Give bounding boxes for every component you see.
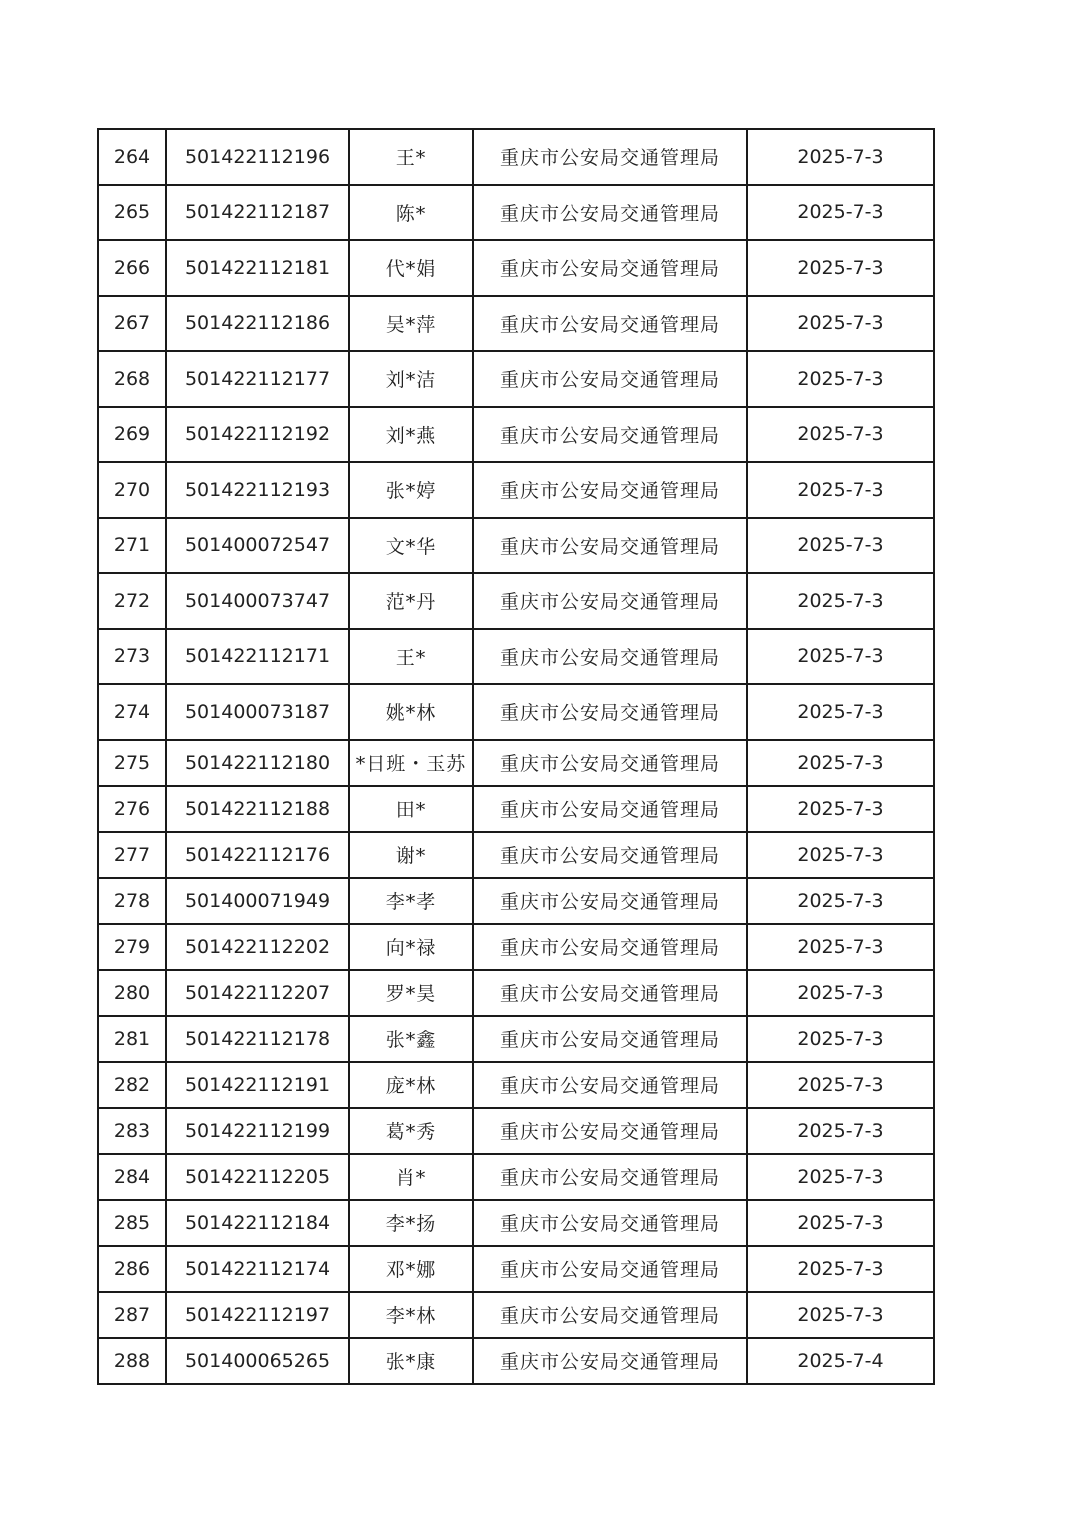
table-row xyxy=(98,1016,934,1062)
certificate-number-cell: 501422112178 xyxy=(166,1016,349,1062)
row-index-cell: 282 xyxy=(98,1062,166,1108)
issue-date-cell: 2025-7-3 xyxy=(747,185,934,241)
issue-date-cell: 2025-7-3 xyxy=(747,970,934,1016)
issue-date-cell: 2025-7-3 xyxy=(747,740,934,786)
issue-date-cell: 2025-7-3 xyxy=(747,518,934,574)
row-index-cell: 288 xyxy=(98,1338,166,1384)
table-row xyxy=(98,786,934,832)
issuing-authority-cell: 重庆市公安局交通管理局 xyxy=(473,786,747,832)
row-index-cell: 270 xyxy=(98,462,166,518)
issue-date-cell: 2025-7-3 xyxy=(747,1200,934,1246)
table-row xyxy=(98,740,934,786)
issue-date-cell: 2025-7-4 xyxy=(747,1338,934,1384)
row-index-cell: 274 xyxy=(98,684,166,740)
issuing-authority-cell: 重庆市公安局交通管理局 xyxy=(473,1246,747,1292)
table-row xyxy=(98,1108,934,1154)
person-name-cell: 王* xyxy=(349,629,473,685)
table-row xyxy=(98,1200,934,1246)
certificate-number-cell: 501422112188 xyxy=(166,786,349,832)
row-index-cell: 273 xyxy=(98,629,166,685)
issuing-authority-cell: 重庆市公安局交通管理局 xyxy=(473,878,747,924)
certificate-number-cell: 501422112196 xyxy=(166,129,349,185)
row-index-cell: 277 xyxy=(98,832,166,878)
records-table xyxy=(97,128,935,1385)
certificate-number-cell: 501422112174 xyxy=(166,1246,349,1292)
person-name-cell: 庞*林 xyxy=(349,1062,473,1108)
person-name-cell: 陈* xyxy=(349,185,473,241)
table-row xyxy=(98,1246,934,1292)
table-row xyxy=(98,296,934,352)
issue-date-cell: 2025-7-3 xyxy=(747,407,934,463)
certificate-number-cell: 501422112171 xyxy=(166,629,349,685)
table-row xyxy=(98,185,934,241)
certificate-number-cell: 501422112199 xyxy=(166,1108,349,1154)
certificate-number-cell: 501422112187 xyxy=(166,185,349,241)
person-name-cell: 田* xyxy=(349,786,473,832)
person-name-cell: 张*鑫 xyxy=(349,1016,473,1062)
issue-date-cell: 2025-7-3 xyxy=(747,786,934,832)
person-name-cell: 姚*林 xyxy=(349,684,473,740)
row-index-cell: 286 xyxy=(98,1246,166,1292)
row-index-cell: 266 xyxy=(98,240,166,296)
issue-date-cell: 2025-7-3 xyxy=(747,1108,934,1154)
person-name-cell: 李*孝 xyxy=(349,878,473,924)
table-row xyxy=(98,970,934,1016)
issuing-authority-cell: 重庆市公安局交通管理局 xyxy=(473,1292,747,1338)
records-table-body xyxy=(98,129,934,1384)
row-index-cell: 272 xyxy=(98,573,166,629)
row-index-cell: 278 xyxy=(98,878,166,924)
issue-date-cell: 2025-7-3 xyxy=(747,1292,934,1338)
issue-date-cell: 2025-7-3 xyxy=(747,1062,934,1108)
row-index-cell: 271 xyxy=(98,518,166,574)
row-index-cell: 285 xyxy=(98,1200,166,1246)
table-row xyxy=(98,924,934,970)
issue-date-cell: 2025-7-3 xyxy=(747,1246,934,1292)
issue-date-cell: 2025-7-3 xyxy=(747,924,934,970)
table-row xyxy=(98,240,934,296)
issuing-authority-cell: 重庆市公安局交通管理局 xyxy=(473,296,747,352)
issuing-authority-cell: 重庆市公安局交通管理局 xyxy=(473,1016,747,1062)
certificate-number-cell: 501422112197 xyxy=(166,1292,349,1338)
person-name-cell: 范*丹 xyxy=(349,573,473,629)
person-name-cell: 刘*燕 xyxy=(349,407,473,463)
certificate-number-cell: 501422112205 xyxy=(166,1154,349,1200)
row-index-cell: 275 xyxy=(98,740,166,786)
certificate-number-cell: 501400065265 xyxy=(166,1338,349,1384)
row-index-cell: 264 xyxy=(98,129,166,185)
issue-date-cell: 2025-7-3 xyxy=(747,1016,934,1062)
row-index-cell: 276 xyxy=(98,786,166,832)
issue-date-cell: 2025-7-3 xyxy=(747,629,934,685)
table-row xyxy=(98,1338,934,1384)
issuing-authority-cell: 重庆市公安局交通管理局 xyxy=(473,1108,747,1154)
certificate-number-cell: 501422112176 xyxy=(166,832,349,878)
issuing-authority-cell: 重庆市公安局交通管理局 xyxy=(473,351,747,407)
certificate-number-cell: 501400072547 xyxy=(166,518,349,574)
row-index-cell: 281 xyxy=(98,1016,166,1062)
row-index-cell: 265 xyxy=(98,185,166,241)
issue-date-cell: 2025-7-3 xyxy=(747,351,934,407)
issuing-authority-cell: 重庆市公安局交通管理局 xyxy=(473,832,747,878)
row-index-cell: 269 xyxy=(98,407,166,463)
issuing-authority-cell: 重庆市公安局交通管理局 xyxy=(473,629,747,685)
issue-date-cell: 2025-7-3 xyxy=(747,240,934,296)
certificate-number-cell: 501422112202 xyxy=(166,924,349,970)
row-index-cell: 283 xyxy=(98,1108,166,1154)
table-row xyxy=(98,1062,934,1108)
issuing-authority-cell: 重庆市公安局交通管理局 xyxy=(473,1200,747,1246)
issuing-authority-cell: 重庆市公安局交通管理局 xyxy=(473,407,747,463)
table-row xyxy=(98,1292,934,1338)
person-name-cell: 代*娟 xyxy=(349,240,473,296)
certificate-number-cell: 501422112184 xyxy=(166,1200,349,1246)
issuing-authority-cell: 重庆市公安局交通管理局 xyxy=(473,518,747,574)
certificate-number-cell: 501400071949 xyxy=(166,878,349,924)
issue-date-cell: 2025-7-3 xyxy=(747,832,934,878)
person-name-cell: 李*扬 xyxy=(349,1200,473,1246)
certificate-number-cell: 501422112192 xyxy=(166,407,349,463)
issue-date-cell: 2025-7-3 xyxy=(747,296,934,352)
issuing-authority-cell: 重庆市公安局交通管理局 xyxy=(473,1062,747,1108)
certificate-number-cell: 501422112207 xyxy=(166,970,349,1016)
issuing-authority-cell: 重庆市公安局交通管理局 xyxy=(473,1338,747,1384)
issuing-authority-cell: 重庆市公安局交通管理局 xyxy=(473,129,747,185)
issue-date-cell: 2025-7-3 xyxy=(747,129,934,185)
row-index-cell: 284 xyxy=(98,1154,166,1200)
certificate-number-cell: 501422112180 xyxy=(166,740,349,786)
table-row xyxy=(98,351,934,407)
certificate-number-cell: 501422112193 xyxy=(166,462,349,518)
issuing-authority-cell: 重庆市公安局交通管理局 xyxy=(473,462,747,518)
row-index-cell: 280 xyxy=(98,970,166,1016)
certificate-number-cell: 501422112181 xyxy=(166,240,349,296)
issuing-authority-cell: 重庆市公安局交通管理局 xyxy=(473,1154,747,1200)
person-name-cell: 葛*秀 xyxy=(349,1108,473,1154)
row-index-cell: 287 xyxy=(98,1292,166,1338)
person-name-cell: 罗*昊 xyxy=(349,970,473,1016)
issue-date-cell: 2025-7-3 xyxy=(747,462,934,518)
person-name-cell: 文*华 xyxy=(349,518,473,574)
row-index-cell: 279 xyxy=(98,924,166,970)
issue-date-cell: 2025-7-3 xyxy=(747,878,934,924)
table-row xyxy=(98,573,934,629)
issue-date-cell: 2025-7-3 xyxy=(747,684,934,740)
issuing-authority-cell: 重庆市公安局交通管理局 xyxy=(473,684,747,740)
table-row xyxy=(98,462,934,518)
certificate-number-cell: 501400073747 xyxy=(166,573,349,629)
person-name-cell: 谢* xyxy=(349,832,473,878)
issuing-authority-cell: 重庆市公安局交通管理局 xyxy=(473,240,747,296)
issuing-authority-cell: 重庆市公安局交通管理局 xyxy=(473,740,747,786)
person-name-cell: 李*林 xyxy=(349,1292,473,1338)
table-row xyxy=(98,629,934,685)
person-name-cell: 张*婷 xyxy=(349,462,473,518)
certificate-number-cell: 501422112191 xyxy=(166,1062,349,1108)
issue-date-cell: 2025-7-3 xyxy=(747,1154,934,1200)
table-row xyxy=(98,684,934,740)
person-name-cell: 刘*洁 xyxy=(349,351,473,407)
row-index-cell: 268 xyxy=(98,351,166,407)
table-row xyxy=(98,129,934,185)
table-row xyxy=(98,518,934,574)
person-name-cell: 邓*娜 xyxy=(349,1246,473,1292)
certificate-number-cell: 501422112177 xyxy=(166,351,349,407)
person-name-cell: 王* xyxy=(349,129,473,185)
person-name-cell: 肖* xyxy=(349,1154,473,1200)
table-row xyxy=(98,832,934,878)
person-name-cell: *日班・玉苏 xyxy=(349,740,473,786)
table-row xyxy=(98,1154,934,1200)
person-name-cell: 吴*萍 xyxy=(349,296,473,352)
row-index-cell: 267 xyxy=(98,296,166,352)
issuing-authority-cell: 重庆市公安局交通管理局 xyxy=(473,185,747,241)
issuing-authority-cell: 重庆市公安局交通管理局 xyxy=(473,573,747,629)
issuing-authority-cell: 重庆市公安局交通管理局 xyxy=(473,970,747,1016)
issuing-authority-cell: 重庆市公安局交通管理局 xyxy=(473,924,747,970)
table-row xyxy=(98,407,934,463)
certificate-number-cell: 501422112186 xyxy=(166,296,349,352)
table-row xyxy=(98,878,934,924)
person-name-cell: 张*康 xyxy=(349,1338,473,1384)
person-name-cell: 向*禄 xyxy=(349,924,473,970)
issue-date-cell: 2025-7-3 xyxy=(747,573,934,629)
certificate-number-cell: 501400073187 xyxy=(166,684,349,740)
